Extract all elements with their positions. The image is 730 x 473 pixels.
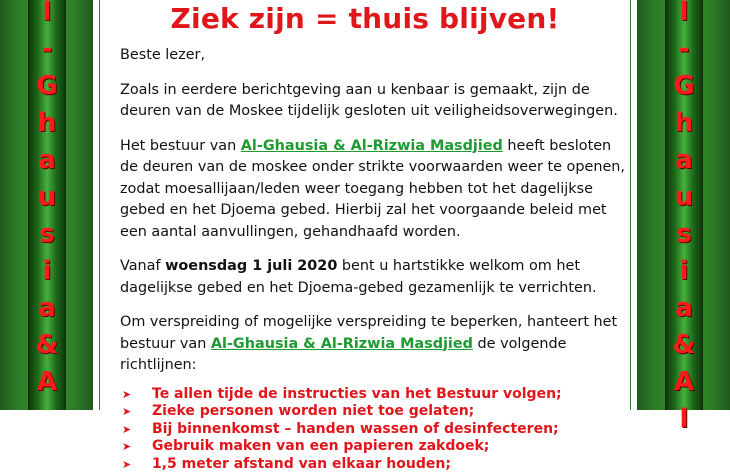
letter-body: [120, 45, 630, 473]
vertical-letter: a: [675, 142, 693, 179]
text: bent u hartstikke welkom om het dagelijkse gebed en het Djoema-gebed gezamenlijk te verrichten.: [120, 258, 597, 296]
page-title: Ziek zijn = thuis blijven!: [100, 2, 630, 35]
rule-text: Te allen tijde de instructies van het Bestuur volgen;: [152, 386, 562, 402]
vertical-letter: a: [38, 142, 56, 179]
list-item: [120, 386, 630, 404]
vertical-letter: &: [673, 327, 696, 364]
vertical-letter: G: [36, 68, 57, 105]
vertical-letter: u: [38, 179, 57, 216]
left-vertical-strip: [28, 0, 66, 410]
vertical-letter: i: [43, 253, 52, 290]
rule-text: 1,5 meter afstand van elkaar houden;: [152, 456, 451, 472]
text: Het bestuur van: [120, 138, 241, 154]
rule-text: Gebruik maken van een papieren zakdoek;: [152, 438, 489, 454]
mosque-name-link[interactable]: Al-Ghausia & Al-Rizwia Masdjied: [241, 138, 503, 154]
paragraph-start-date: [120, 256, 630, 299]
paragraph-reopening: [120, 136, 630, 244]
vertical-letter: A: [37, 364, 57, 401]
arrow-bullet-icon: ➤: [122, 403, 131, 421]
vertical-letter: a: [675, 290, 693, 327]
text: heeft besloten de deuren van de moskee onder strikte voorwaarden weer te openen, zodat moesallijaan/leden weer toegang hebben tot het dagelijkse gebed en het Djoema gebed. Hierbij zal het voorgaande beleid met een aantal aanvullingen, gehandhaafd worden.: [120, 138, 625, 240]
right-decorative-band: [637, 0, 730, 410]
list-item: [120, 421, 630, 439]
text: de volgende richtlijnen:: [120, 336, 567, 374]
text: Vanaf: [120, 258, 165, 274]
vertical-letter: l: [680, 0, 689, 31]
arrow-bullet-icon: ➤: [122, 438, 131, 456]
vertical-letter: G: [673, 68, 694, 105]
vertical-letter: s: [676, 216, 691, 253]
start-date: woensdag 1 juli 2020: [165, 258, 337, 274]
right-vertical-strip: [665, 0, 703, 410]
vertical-letter: i: [680, 253, 689, 290]
vertical-letter: l: [680, 401, 689, 438]
mosque-name-link[interactable]: Al-Ghausia & Al-Rizwia Masdjied: [211, 336, 473, 352]
left-vertical-text: [29, 0, 65, 401]
arrow-bullet-icon: ➤: [122, 421, 131, 439]
salutation: Beste lezer,: [120, 45, 630, 67]
vertical-letter: s: [39, 216, 54, 253]
vertical-letter: A: [674, 364, 694, 401]
text: Om verspreiding of mogelijke verspreiding te beperken, hanteert het bestuur van: [120, 314, 617, 352]
vertical-letter: l: [43, 0, 52, 31]
list-item: [120, 456, 630, 473]
list-item: [120, 403, 630, 421]
vertical-letter: -: [42, 31, 53, 68]
frame-line-left: [99, 0, 100, 410]
vertical-letter: -: [679, 31, 690, 68]
vertical-letter: u: [675, 179, 694, 216]
list-item: [120, 438, 630, 456]
arrow-bullet-icon: ➤: [122, 456, 131, 473]
right-vertical-text: [666, 0, 702, 438]
vertical-letter: a: [38, 290, 56, 327]
arrow-bullet-icon: ➤: [122, 386, 131, 404]
vertical-letter: h: [675, 105, 694, 142]
paragraph-closure-notice: Zoals in eerdere berichtgeving aan u kenbaar is gemaakt, zijn de deuren van de Moskee tijdelijk gesloten uit veiligheidsoverwegingen.: [120, 80, 630, 123]
rule-text: Bij binnenkomst – handen wassen of desinfecteren;: [152, 421, 559, 437]
guidelines-list: [120, 386, 630, 473]
rule-text: Zieke personen worden niet toe gelaten;: [152, 403, 474, 419]
vertical-letter: h: [38, 105, 57, 142]
vertical-letter: &: [36, 327, 59, 364]
frame-line-right: [630, 0, 631, 410]
paragraph-guidelines-intro: [120, 312, 630, 377]
left-decorative-band: [0, 0, 93, 410]
